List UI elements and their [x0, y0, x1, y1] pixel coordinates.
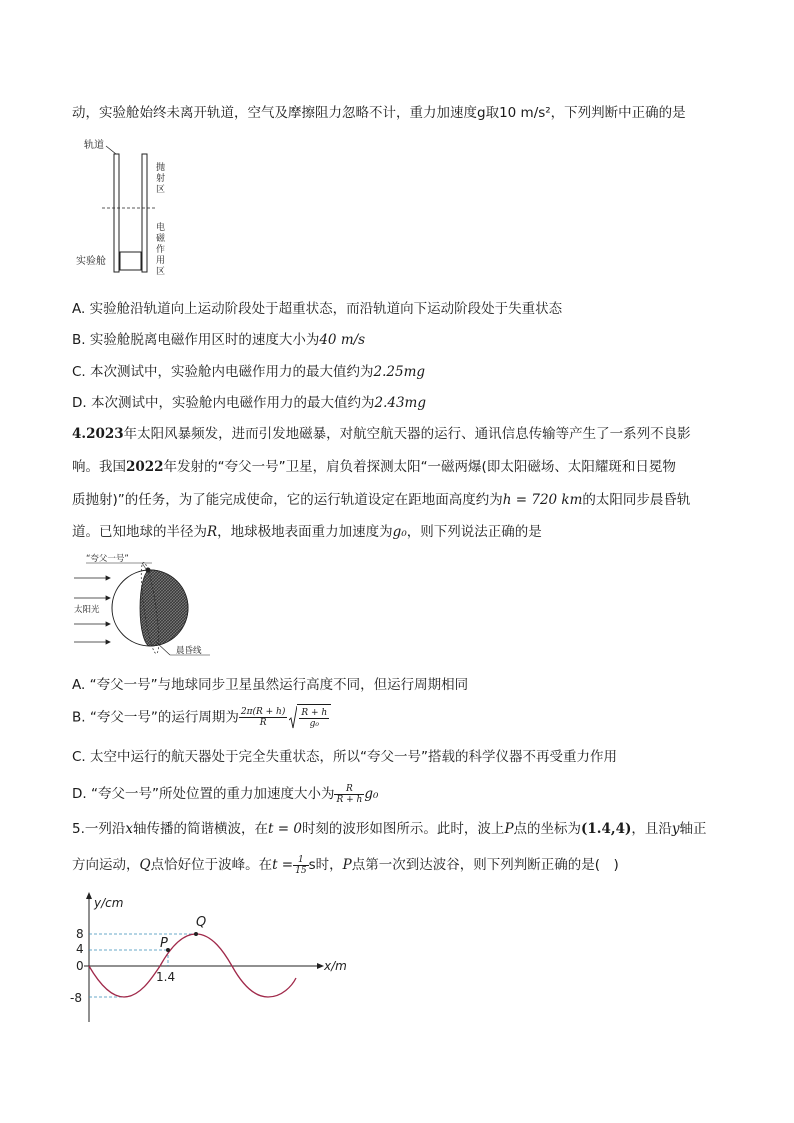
q3-option-b	[72, 331, 365, 349]
q4-year-2023: 2023	[86, 426, 124, 442]
point-Q-label: Q	[196, 915, 207, 930]
q4-option-b-sqrt-top: R + h	[301, 707, 328, 718]
q5-stem-line-2	[72, 852, 619, 878]
y-axis-label: y/cm	[94, 896, 124, 910]
label-em-4: 区	[156, 267, 166, 277]
q4-line4-b: ，地球极地表面重力加速度为	[217, 524, 393, 540]
q5-stem-line-1	[72, 820, 707, 838]
q4-stem-line-4	[72, 523, 542, 541]
q5-line1-b: 轴传播的简谐横波，在	[133, 821, 269, 837]
q5-line1-a: 5.一列沿	[72, 821, 126, 837]
x-tick-1-4: 1.4	[156, 970, 176, 984]
wave-graph	[60, 890, 360, 1030]
q3-option-d-text: D. 本次测试中，实验舱内电磁作用力的最大值约为	[72, 395, 375, 411]
q5-P-symbol-2: P	[342, 857, 352, 873]
x-axis-arrow	[317, 963, 324, 969]
q4-option-d-text: D. “夸父一号”所处位置的重力加速度大小为	[72, 786, 335, 802]
q5-line1-c: 时刻的波形如图所示。此时，波上	[301, 821, 505, 837]
label-satellite: “夸父一号”	[86, 554, 129, 564]
q5-time-frac-bottom: 15	[295, 865, 307, 876]
q5-line1-e: ，且沿	[631, 821, 672, 837]
q5-line2-b: 点恰好位于波峰。在	[150, 857, 273, 873]
q4-line4-c: ，则下列说法正确的是	[406, 524, 542, 540]
q4-stem-line-3	[72, 491, 690, 509]
q4-line3-a: 质抛射)”的任务，为了能完成使命，它的运行轨道设定在距地面高度约为	[72, 492, 503, 508]
q4-line3-b: 的太阳同步晨昏轨	[582, 492, 691, 508]
q4-option-b-frac-bottom: R	[259, 718, 267, 728]
q4-option-b-sqrt	[289, 704, 331, 731]
q4-line2-b: 年发射的“夸父一号”卫星，肩负着探测太阳“一磁两爆(即太阳磁场、太阳耀斑和日冕物	[163, 459, 676, 475]
label-throw-2: 区	[156, 185, 166, 195]
satellite-dot	[146, 568, 151, 573]
label-em-0: 电	[156, 223, 166, 233]
q4-height-formula: h = 720 km	[502, 492, 583, 508]
q4-option-b-fraction	[239, 707, 288, 728]
q4-line1-text: 年太阳风暴频发，进而引发地磁暴，对航空航天器的运行、通讯信息传输等产生了一系列不良影	[123, 426, 691, 442]
q3-option-c-value: 2.25mg	[373, 364, 426, 380]
q3-option-c	[72, 363, 425, 381]
point-Q	[194, 932, 198, 936]
label-em-3: 用	[156, 256, 166, 266]
q4-year-2022: 2022	[126, 459, 164, 475]
label-track: 轨道	[84, 140, 104, 151]
q5-time-fraction	[293, 855, 308, 876]
q3-option-b-value: 40 m/s	[319, 332, 366, 348]
label-terminator: 晨昏线	[176, 646, 202, 656]
q3-option-b-text: B. 实验舱脱离电磁作用区时的速度大小为	[72, 332, 320, 348]
q3-option-d-value: 2.43mg	[374, 395, 426, 411]
y-tick-neg8: -8	[70, 991, 82, 1005]
q4-line2-a: 响。我国	[72, 459, 126, 475]
q5-line2-c: s时，	[308, 857, 343, 873]
q5-y-symbol: y	[671, 821, 680, 837]
cabin-box	[120, 252, 141, 270]
q5-x-symbol: x	[125, 821, 134, 837]
q4-radius-symbol: R	[207, 524, 218, 540]
q4-option-d-fraction	[334, 784, 364, 805]
q4-stem-line-1	[72, 425, 691, 443]
q5-line2-d: 点第一次到达波谷，则下列判断正确的是( )	[351, 857, 619, 873]
y-axis-arrow	[86, 892, 92, 899]
label-throw-0: 抛	[156, 163, 166, 173]
earth-night-side	[140, 570, 188, 646]
label-sunlight: 太阳光	[74, 605, 100, 615]
track-pointer	[106, 146, 116, 154]
y-tick-4: 4	[76, 942, 84, 956]
q4-option-b-frac-top: 2π(R + h)	[240, 707, 286, 717]
figure-track-cabin	[74, 134, 194, 279]
q5-P-symbol: P	[504, 821, 514, 837]
q4-option-c: C. 太空中运行的航天器处于完全失重状态，所以“夸父一号”搭载的科学仪器不再受重力作用	[72, 749, 617, 765]
label-throw-zone	[156, 161, 165, 195]
q5-line1-d: 点的坐标为	[513, 821, 582, 837]
figure-kuafu-orbit	[72, 550, 212, 662]
q4-gravity-symbol: g₀	[392, 524, 407, 540]
q5-time-frac-top: 1	[293, 855, 308, 866]
q5-t-eq: t =	[272, 857, 294, 873]
y-tick-8: 8	[76, 927, 84, 941]
track-rail-right	[142, 154, 147, 272]
q3-option-c-text: C. 本次测试中，实验舱内电磁作用力的最大值约为	[72, 364, 374, 380]
q4-number: 4.	[72, 426, 87, 442]
q4-option-d-frac-top: R	[334, 784, 364, 795]
q5-Q-symbol: Q	[139, 857, 151, 873]
label-cabin: 实验舱	[76, 256, 106, 267]
q3-option-d	[72, 394, 426, 412]
point-P-label: P	[160, 936, 168, 951]
q5-line2-a: 方向运动，	[72, 857, 140, 873]
q4-option-d	[72, 782, 378, 806]
label-em-2: 作	[156, 245, 166, 255]
q4-option-b-text: B. “夸父一号”的运行周期为	[72, 709, 239, 726]
q5-P-coordinate: (1.4,4)	[581, 821, 632, 837]
q4-line4-a: 道。已知地球的半径为	[72, 524, 207, 540]
q4-option-d-g0: g₀	[364, 786, 379, 802]
q5-t0: t = 0	[268, 821, 302, 837]
q3-option-a: A. 实验舱沿轨道向上运动阶段处于超重状态，而沿轨道向下运动阶段处于失重状态	[72, 301, 563, 317]
y-tick-0: 0	[76, 959, 84, 973]
q3-tail-line: 动，实验舱始终未离开轨道，空气及摩擦阻力忽略不计，重力加速度g取10 m/s²，下列判断中正确的是	[72, 105, 686, 121]
q4-stem-line-2	[72, 458, 676, 476]
track-rail-left	[114, 154, 119, 272]
q4-option-b-sqrt-bottom: g₀	[309, 718, 319, 729]
q4-option-d-frac-bottom: R + h	[336, 794, 363, 805]
q4-option-a: A. “夸父一号”与地球同步卫星虽然运行高度不同，但运行周期相同	[72, 677, 469, 693]
x-axis-label: x/m	[324, 959, 347, 973]
label-em-zone	[156, 221, 166, 277]
label-em-1: 磁	[156, 234, 166, 244]
q4-option-b	[72, 704, 331, 731]
label-throw-1: 射	[156, 174, 166, 184]
q5-line1-f: 轴正	[679, 821, 707, 837]
